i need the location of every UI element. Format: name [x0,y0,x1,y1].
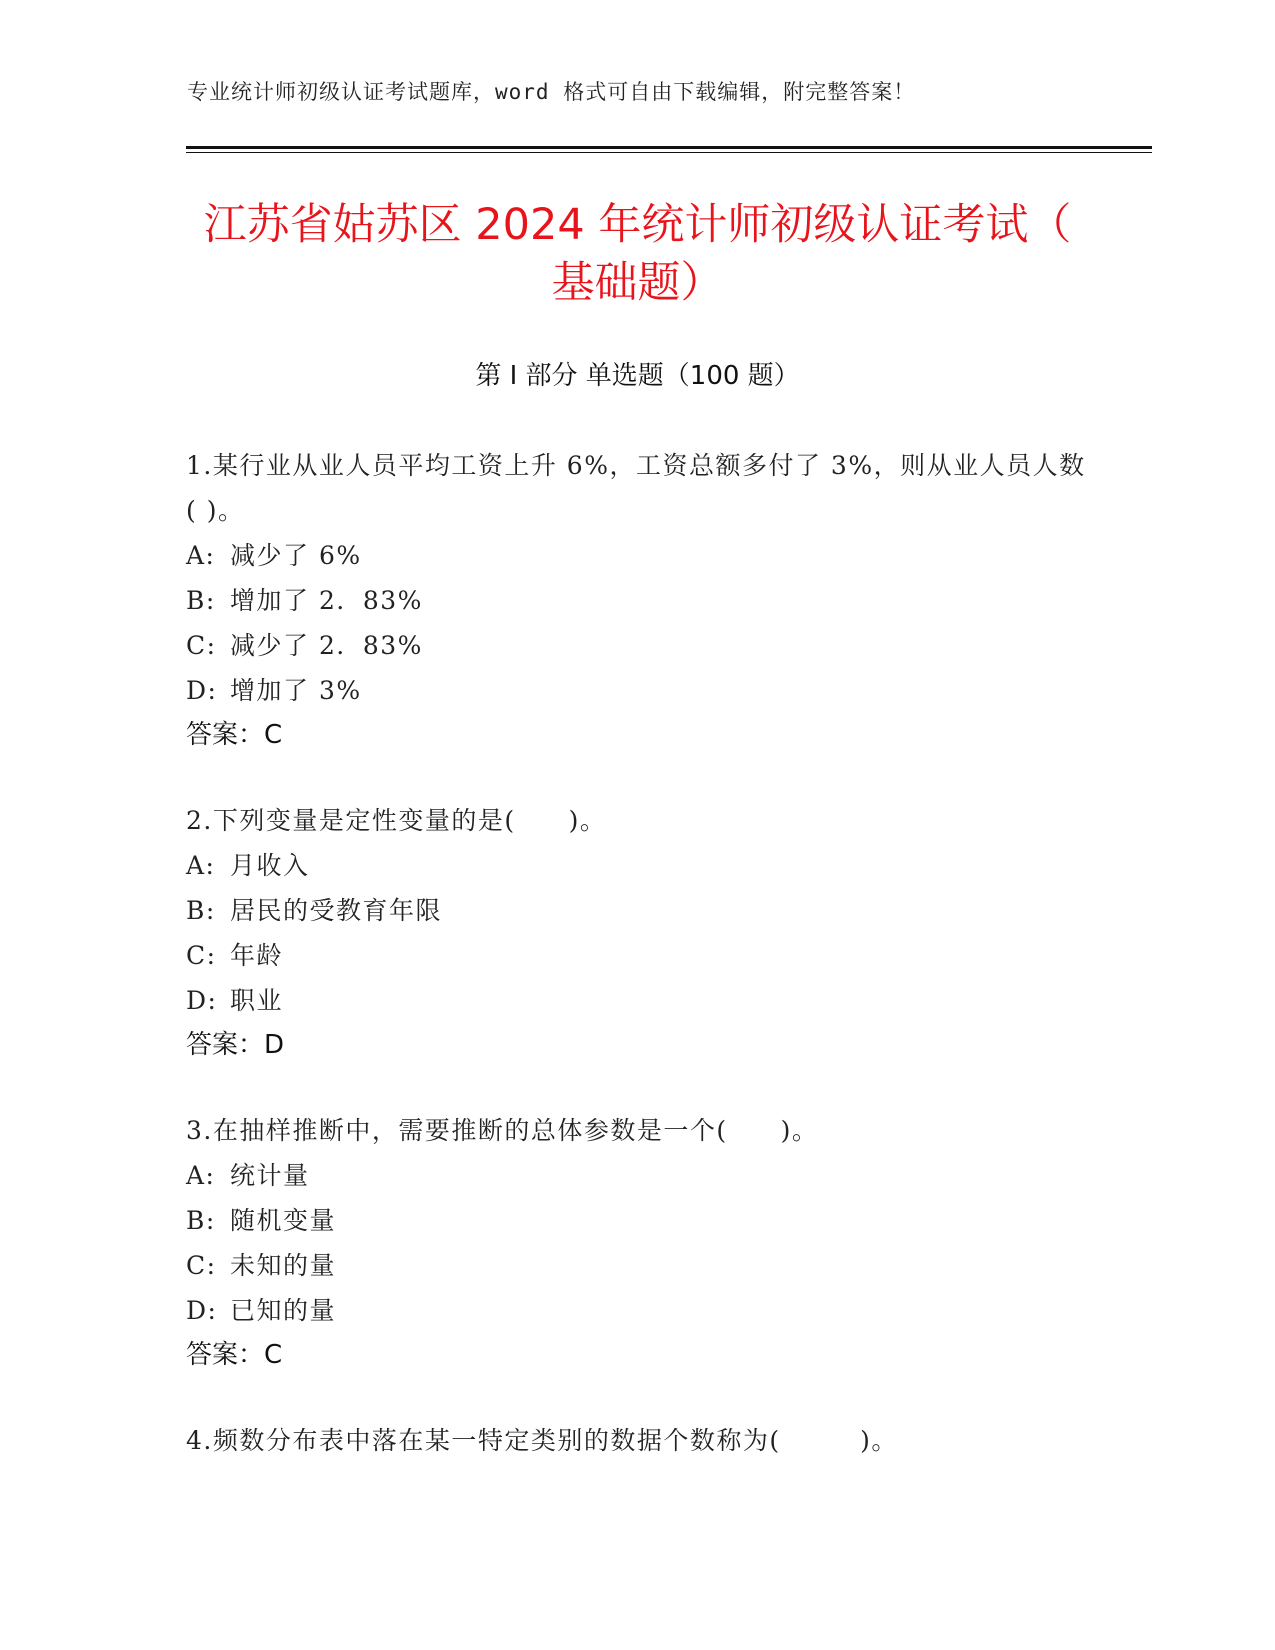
question-number: 3. [186,1116,213,1145]
document-title-line-1: 江苏省姑苏区 2024 年统计师初级认证考试（ [203,200,1072,250]
question-number: 4. [186,1426,213,1455]
document-title-line-2: 基础题） [551,258,724,308]
answer-line: 答案：C [186,720,283,750]
option-d [186,668,1086,713]
section-title: 第 I 部分 单选题（100 题） [475,361,800,391]
question-stem [186,443,1086,533]
option-letter: C: [186,1251,217,1280]
question-text: 某行业从业人员平均工资上升 6%，工资总额多付了 3%，则从业人员人数( )。 [186,451,1086,525]
option-a [186,843,1086,888]
answer-line: 答案：C [186,1340,283,1370]
question-stem [186,798,1086,843]
question-3 [186,1108,1086,1378]
option-text: 减少了 2．83% [230,631,423,660]
option-text: 居民的受教育年限 [230,896,443,925]
option-text: 增加了 3% [230,676,362,705]
option-c [186,1243,1086,1288]
option-letter: D: [186,986,218,1015]
option-a [186,533,1086,578]
question-number: 2. [186,806,213,835]
option-a [186,1153,1086,1198]
question-2 [186,798,1086,1068]
option-text: 职业 [230,986,284,1015]
option-d [186,1288,1086,1333]
option-letter: C: [186,941,217,970]
option-text: 增加了 2．83% [230,586,423,615]
option-text: 年龄 [230,941,284,970]
option-letter: D: [186,676,218,705]
option-letter: A: [186,851,216,880]
header-divider-thin [186,152,1152,153]
option-letter: B: [186,1206,216,1235]
option-c [186,623,1086,668]
header-divider [186,146,1152,149]
option-b [186,578,1086,623]
option-b [186,888,1086,933]
option-text: 随机变量 [230,1206,337,1235]
option-text: 减少了 6% [230,541,362,570]
question-text: 在抽样推断中，需要推断的总体参数是一个( )。 [212,1116,819,1145]
option-d [186,978,1086,1023]
option-letter: B: [186,896,216,925]
question-stem [186,1418,1086,1463]
question-text: 下列变量是定性变量的是( )。 [212,806,607,835]
option-letter: A: [186,1161,216,1190]
question-list [186,443,1086,1503]
question-4 [186,1418,1086,1463]
document-title [150,196,1125,312]
option-letter: B: [186,586,216,615]
option-text: 统计量 [230,1161,310,1190]
option-letter: C: [186,631,217,660]
question-stem [186,1108,1086,1153]
option-letter: A: [186,541,216,570]
header-note: 专业统计师初级认证考试题库，word 格式可自由下载编辑，附完整答案！ [187,80,916,104]
question-number: 1. [186,451,213,480]
answer-line: 答案：D [186,1030,285,1060]
option-c [186,933,1086,978]
option-letter: D: [186,1296,218,1325]
option-b [186,1198,1086,1243]
option-text: 已知的量 [230,1296,337,1325]
option-text: 月收入 [230,851,310,880]
option-text: 未知的量 [230,1251,337,1280]
question-1 [186,443,1086,758]
question-text: 频数分布表中落在某一特定类别的数据个数称为( )。 [212,1426,898,1455]
